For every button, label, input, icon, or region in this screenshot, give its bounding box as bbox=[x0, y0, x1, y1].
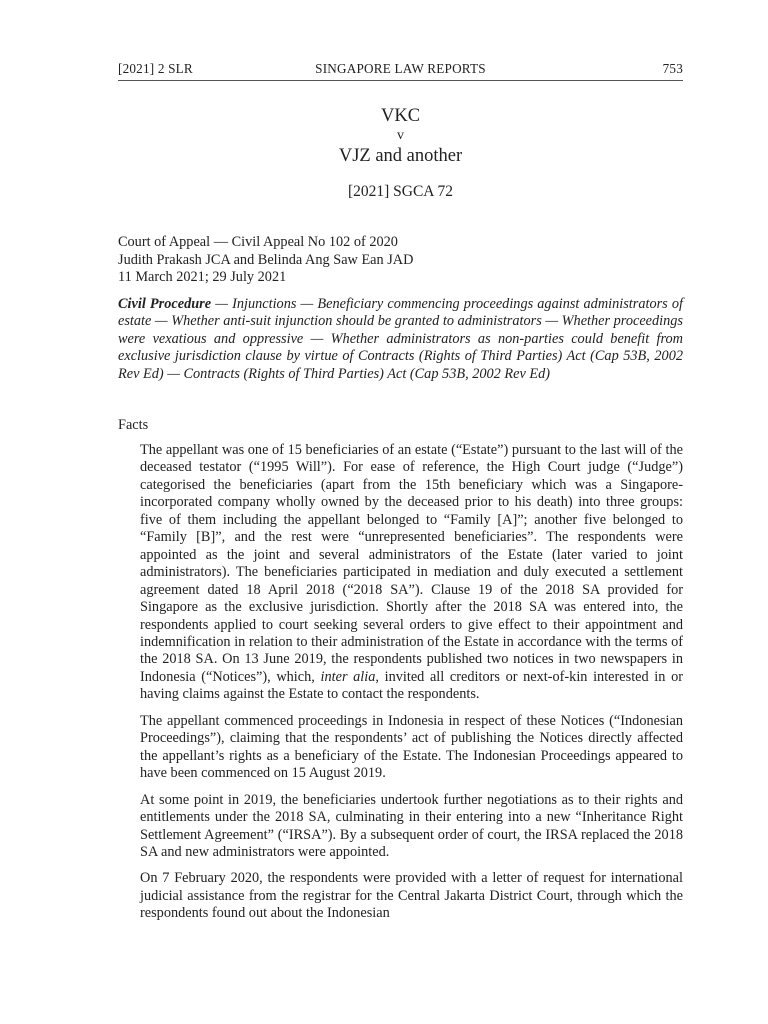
case-versus: v bbox=[397, 128, 404, 143]
facts-paragraph-1 bbox=[140, 442, 683, 704]
report-series-title: SINGAPORE LAW REPORTS bbox=[315, 61, 486, 76]
page-number: 753 bbox=[662, 61, 683, 76]
facts-body bbox=[140, 442, 683, 923]
case-metadata bbox=[118, 234, 683, 287]
report-volume: [2021] 2 SLR bbox=[118, 61, 193, 76]
facts-paragraph-1-text-b: , invited all creditors or next-of-kin interested in or having claims against the Estate to contact the respondents. bbox=[140, 668, 683, 703]
facts-paragraph-4: On 7 February 2020, the respondents were provided with a letter of request for international judicial assistance from the registrar for the Central Jakarta District Court, through which the respondents found out about the Indonesian bbox=[140, 870, 683, 922]
header-rule bbox=[118, 80, 683, 81]
court-line: Court of Appeal — Civil Appeal No 102 of 2020 bbox=[118, 234, 398, 250]
coram-line: Judith Prakash JCA and Belinda Ang Saw Ean JAD bbox=[118, 251, 414, 268]
case-citation: [2021] SGCA 72 bbox=[347, 183, 454, 200]
catchwords-subject: Civil Procedure bbox=[118, 296, 212, 312]
facts-heading: Facts bbox=[118, 417, 149, 433]
facts-paragraph-1-text-a: The appellant was one of 15 beneficiaries of an estate (“Estate”) pursuant to the last will of the deceased testator (“1995 Will”). For ease of reference, the High Court judge (“Judge”) categorised the beneficiaries (apart from the 15th beneficiary which was a Singapore-incorporated company wholly owned by the deceased prior to his death) into three groups: five of them including the appellant belonged to “Family [A]”; another five belonged to “Family [B]”, and the rest were “unrepresented beneficiaries”. The respondents were appointed as the joint and several administrators of the Estate (later varied to joint administrators). The beneficiaries participated in mediation and duly executed a settlement agreement dated 18 April 2018 (“2018 SA”). Clause 19 of the 2018 SA provided for Singapore as the exclusive jurisdiction. Shortly after the 2018 SA was entered into, the respondents applied to court seeking several orders to give effect to their appointment and indemnification in relation to their administration of the Estate in accordance with the terms of the 2018 SA. On 13 June 2019, the respondents published two notices in two newspapers in Indonesia (“Notices”), which, bbox=[140, 442, 683, 685]
facts-paragraph-1-italic: inter alia bbox=[320, 668, 376, 685]
catchwords-text: — Injunctions — Beneficiary commencing proceedings against administrators of estate — Whether anti-suit injunction should be granted to administrators — Whether proceedings were vexatious and oppressive — Whether administrators as non-parties could benefit from exclusive jurisdiction clause by virtue of Contracts (Rights of Third Parties) Act (Cap 53B, 2002 Rev Ed) — Contracts (Rights of Third Parties) Act (Cap 53B, 2002 Rev Ed) bbox=[118, 296, 683, 382]
case-party-respondents: VJZ and another bbox=[338, 146, 463, 166]
running-header bbox=[118, 61, 683, 77]
case-party-appellant: VKC bbox=[380, 106, 421, 126]
facts-paragraph-2: The appellant commenced proceedings in Indonesia in respect of these Notices (“Indonesian Proceedings”), claiming that the respondents’ act of publishing the Notices directly affected the appellant’s rights as a beneficiary of the Estate. The Indonesian Proceedings appeared to have been commenced on 15 August 2019. bbox=[140, 712, 683, 782]
facts-paragraph-3: At some point in 2019, the beneficiaries undertook further negotiations as to their rights and entitlements under the 2018 SA, culminating in their entering into a new “Inheritance Right Settlement Agreement” (“IRSA”). By a subsequent order of court, the IRSA replaced the 2018 SA and new administrators were appointed. bbox=[140, 791, 683, 860]
catchwords bbox=[118, 296, 683, 383]
hearing-dates-line: 11 March 2021; 29 July 2021 bbox=[118, 269, 287, 285]
